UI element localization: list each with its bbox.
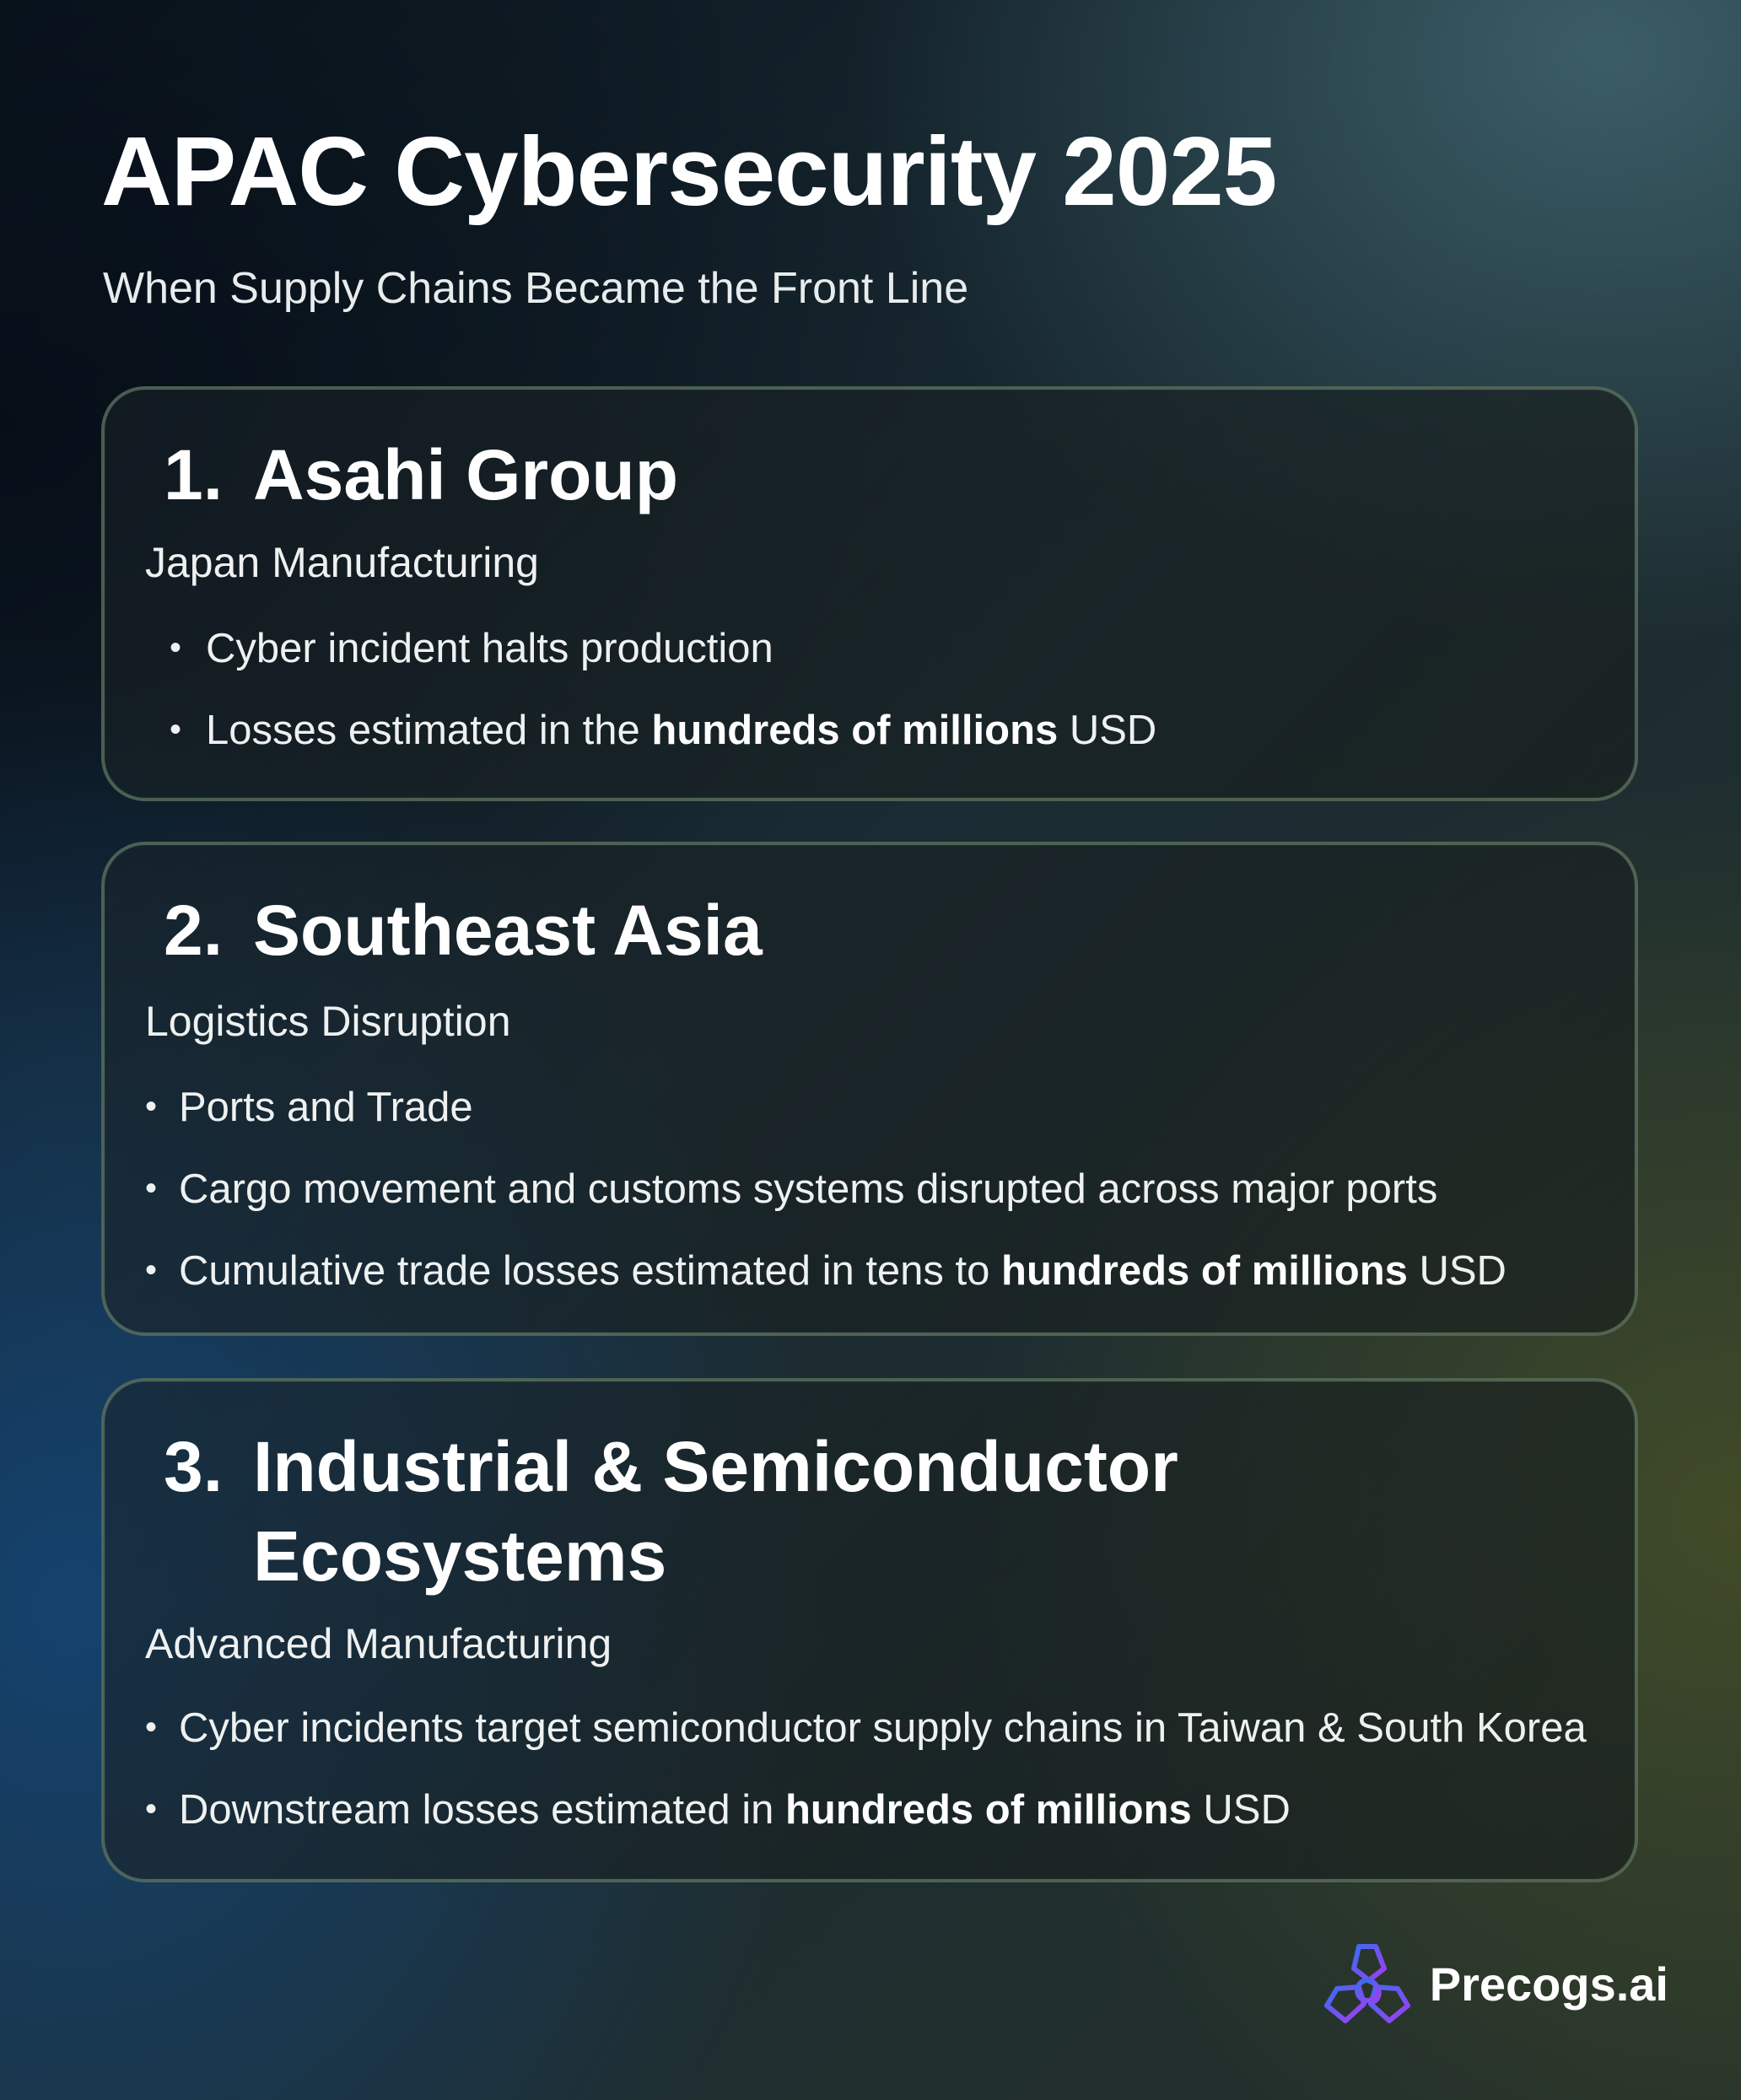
bullet-item (145, 1687, 1587, 1769)
bullet-text-emphasis: hundreds of millions (784, 1787, 1192, 1833)
card-number: 1. (164, 435, 224, 514)
bullet-text-post: USD (1407, 1248, 1507, 1294)
card-heading (164, 1422, 1518, 1601)
bullet-list (145, 1687, 1587, 1850)
bullet-text: Cyber incident halts production (206, 626, 773, 671)
bullet-text-emphasis: hundreds of millions (651, 708, 1059, 753)
bullet-text: Ports and Trade (179, 1085, 473, 1130)
page-subtitle: When Supply Chains Became the Front Line (103, 264, 969, 313)
card-category: Logistics Disruption (145, 998, 511, 1045)
bullet-item (145, 1066, 1507, 1148)
bullet-list (145, 1066, 1507, 1311)
incident-card-asahi (101, 386, 1638, 801)
card-number: 2. (164, 891, 224, 970)
bullet-text: Cargo movement and customs systems disrupted across major ports (179, 1166, 1438, 1212)
brand-footer (1320, 1940, 1668, 2027)
card-number: 3. (164, 1427, 224, 1506)
incident-card-southeast-asia (101, 842, 1638, 1336)
card-title: Southeast Asia (253, 891, 763, 970)
precogs-triskelion-icon (1320, 1940, 1415, 2027)
card-category: Advanced Manufacturing (145, 1620, 612, 1667)
bullet-text-post: USD (1058, 708, 1157, 753)
bullet-dot-icon: • (169, 711, 181, 748)
bullet-item (145, 1769, 1587, 1850)
bullet-text: Cyber incidents target semiconductor supply chains in Taiwan & South Korea (179, 1705, 1587, 1751)
bullet-dot-icon: • (145, 1088, 158, 1125)
bullet-item (145, 1230, 1507, 1311)
bullet-dot-icon: • (145, 1252, 158, 1289)
card-category: Japan Manufacturing (145, 539, 539, 586)
card-heading (164, 886, 763, 975)
bullet-text-emphasis: hundreds of millions (1001, 1248, 1408, 1294)
bullet-dot-icon: • (169, 629, 181, 666)
bullet-text-post: USD (1191, 1787, 1291, 1833)
bullet-dot-icon: • (145, 1170, 158, 1207)
bullet-text-pre: Downstream losses estimated in (179, 1787, 785, 1833)
bullet-dot-icon: • (145, 1709, 158, 1746)
bullet-item (145, 1148, 1507, 1230)
bullet-item (145, 607, 1156, 689)
bullet-list (145, 607, 1156, 771)
incident-card-semiconductor (101, 1378, 1638, 1882)
card-title: Industrial & Semiconductor Ecosystems (253, 1427, 1178, 1596)
page-title: APAC Cybersecurity 2025 (101, 116, 1277, 226)
bullet-item (145, 689, 1156, 771)
card-title: Asahi Group (253, 435, 679, 514)
bullet-text-pre: Losses estimated in the (206, 708, 652, 753)
bullet-dot-icon: • (145, 1790, 158, 1828)
bullet-text-pre: Cumulative trade losses estimated in tens to (179, 1248, 1002, 1294)
card-heading (164, 430, 678, 520)
brand-name: Precogs.ai (1429, 1957, 1668, 2011)
